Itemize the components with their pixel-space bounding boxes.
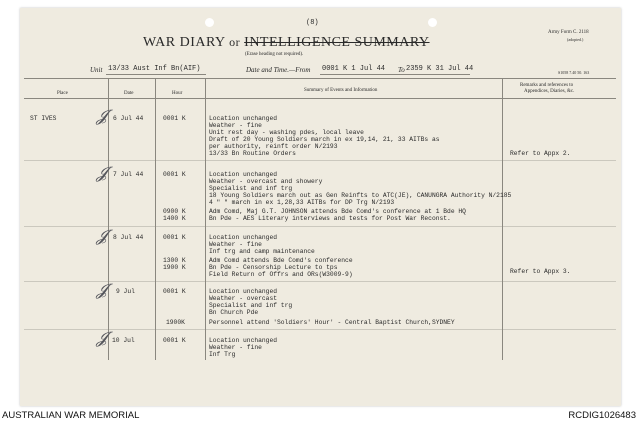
punch-hole-right <box>428 18 437 27</box>
entry-date: 6 Jul 44 <box>113 115 144 122</box>
signature-initial: 𝓙 <box>96 328 108 347</box>
footer-record-id: RCDIG1026483 <box>568 410 636 421</box>
footer-archive-name: AUSTRALIAN WAR MEMORIAL <box>2 410 140 421</box>
army-form-label: Army Form C. 2118 <box>548 30 589 35</box>
entry-line: Bn Pde - AES Literary interviews and tests for Post War Reconst. <box>209 215 451 222</box>
unit-underline <box>106 74 206 75</box>
row-divider <box>24 329 616 330</box>
entry-line: Weather - overcast <box>209 295 278 302</box>
entry-place: ST IVES <box>30 115 57 122</box>
entry-remarks: Refer to Appx 3. <box>510 268 571 275</box>
col-rule-hour <box>155 78 156 360</box>
entry-line: Specialist and inf trg <box>209 185 293 192</box>
entry-line: per authority, reinft order N/2193 <box>209 143 338 150</box>
entry-hour: 1300 K <box>163 257 186 264</box>
entry-hour: 1900K <box>166 319 185 326</box>
entry-line: Inf Trg <box>209 351 236 358</box>
entry-line: Weather - overcast and showery <box>209 178 323 185</box>
entry-hour: 1900 K <box>163 264 186 271</box>
row-divider <box>24 160 616 161</box>
col-rule-summary <box>205 78 206 360</box>
entry-date: 7 Jul 44 <box>113 171 144 178</box>
entry-line: Field Return of Offrs and ORs(W3009-9) <box>209 271 353 278</box>
entry-date: 10 Jul <box>112 337 135 344</box>
row-divider <box>24 281 616 282</box>
entry-line: 13/33 Bn Routine Orders <box>209 150 296 157</box>
entry-line: Location unchanged <box>209 234 278 241</box>
unit-value: 13/33 Aust Inf Bn(AIF) <box>108 65 201 73</box>
title-struck-heading: INTELLIGENCE SUMMARY <box>244 35 430 50</box>
col-header-place: Place <box>57 91 68 96</box>
page-number: (8) <box>306 19 319 27</box>
entry-line: Weather - fine <box>209 122 262 129</box>
entry-line: Location unchanged <box>209 171 278 178</box>
signature-initial: 𝓙 <box>96 280 108 299</box>
entry-line: Personnel attend 'Soldiers' Hour' - Central Baptist Church,SYDNEY <box>209 319 455 326</box>
signature-initial: 𝓙 <box>96 163 108 182</box>
col-header-remarks-line2: Appendices, Diaries, &c. <box>524 89 575 94</box>
col-header-remarks-line1: Remarks and references to <box>520 83 574 88</box>
table-top-rule <box>24 78 616 79</box>
entry-line: Inf trg and camp maintenance <box>209 248 315 255</box>
entry-hour: 1400 K <box>163 215 186 222</box>
title-or: or <box>229 35 241 49</box>
date-time-label: Date and Time.—From <box>246 66 311 74</box>
entry-line: Weather - fine <box>209 344 262 351</box>
entry-line: Specialist and inf trg <box>209 302 293 309</box>
table-header-rule <box>24 98 616 99</box>
entry-hour: 0001 K <box>163 234 186 241</box>
entry-line: Draft of 20 Young Soldiers march in ex 19,14, 21, 33 AITBs as <box>209 136 440 143</box>
entry-remarks: Refer to Appx 2. <box>510 150 571 157</box>
col-rule-date <box>108 78 109 360</box>
print-code: S1058 7.40 50. 163 <box>558 70 590 75</box>
entry-date: 8 Jul 44 <box>113 234 144 241</box>
signature-initial: 𝓙 <box>96 106 108 125</box>
date-underline <box>320 74 470 75</box>
entry-line: Bn Church Pde <box>209 309 259 316</box>
page-title <box>143 35 430 51</box>
unit-label: Unit <box>90 66 103 74</box>
date-from-value: 0001 K 1 Jul 44 <box>322 65 386 73</box>
col-header-date: Date <box>124 91 134 96</box>
title-war-diary: WAR DIARY <box>143 35 226 50</box>
entry-line: 4 " " march in ex 1,28,33 AITBs for DP Trg N/2193 <box>209 199 395 206</box>
army-form-adopted: (adopted.) <box>567 37 584 42</box>
signature-initial: 𝓙 <box>96 226 108 245</box>
entry-line: Adm Comd, Maj G.T. JOHNSON attends Bde Comd's conference at 1 Bde HQ <box>209 208 466 215</box>
entry-line: Location unchanged <box>209 115 278 122</box>
entry-line: Location unchanged <box>209 337 278 344</box>
entry-line: Location unchanged <box>209 288 278 295</box>
erase-note: (Erase heading not required). <box>245 52 304 57</box>
entry-line: Bn Pde - Censorship Lecture to tps <box>209 264 338 271</box>
col-header-summary: Summary of Events and Information <box>304 88 378 93</box>
entry-hour: 0900 K <box>163 208 186 215</box>
date-to-value: 2359 K 31 Jul 44 <box>406 65 474 73</box>
entry-line: Weather - fine <box>209 241 262 248</box>
date-to-label: To <box>398 66 405 74</box>
entry-line: Unit rest day - washing pdes, local leave <box>209 129 364 136</box>
entry-hour: 0001 K <box>163 337 186 344</box>
entry-date: 9 Jul <box>116 288 135 295</box>
col-rule-remarks <box>502 78 503 360</box>
entry-line: 18 Young Soldiers march out as Gen Reinfts to ATC(JE), CANUNGRA Authority N/2185 <box>209 192 512 199</box>
row-divider <box>24 226 616 227</box>
col-header-hour: Hour <box>172 91 183 96</box>
punch-hole-left <box>205 18 214 27</box>
entry-hour: 0001 K <box>163 288 186 295</box>
entry-hour: 0001 K <box>163 171 186 178</box>
entry-line: Adm Comd attends Bde Comd's conference <box>209 257 353 264</box>
entry-hour: 0001 K <box>163 115 186 122</box>
